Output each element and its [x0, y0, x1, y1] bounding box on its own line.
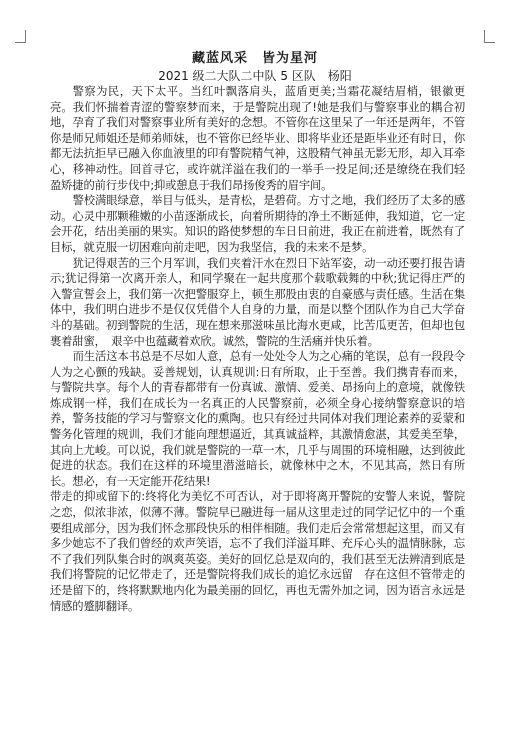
paragraph-1: 警察为民，天下太平。当红叶飘落肩头，蓝盾更美;当霜花凝结眉梢，银徽更亮。我们怀揣着青涩的警察梦而来，于是警院出现了!她是我们与警察事业的耦合初地，孕育了我们对警察事业所有美好的念想。不管你在这里呆了一年还是两年，不管你是师兄师姐还是师弟师妹，也不管你已经毕业、即将毕业还是距毕业还有时日，你都无法抗拒早已融入你血液里的印有警院精气神，这股精气神虽无影无形，却入耳牵心，移神动性。回首寻它，或许就洋溢在我们的一举手一投足间;还是缭绕在我们轻盈矫捷的前行步伐中;抑或憩息于我们昂扬俊秀的眉宇间。	[50, 85, 465, 192]
crop-mark-top-right	[484, 30, 495, 43]
article-body	[50, 84, 465, 614]
paragraph-4: 而生活这本书总是不尽如人意，总有一处处令人为之心痛的笔误，总有一段段令人为之心颤的残缺。妥善规划，认真规训:日有所取，止于至善。我们携青春而来，与警院共享。每个人的青春都带有一份真诚、激情、爱美、昂扬向上的意境，就像铁炼成钢一样，我们在成长为一名真正的人民警察前，必须全身心接纳警察意识的培养，警务技能的学习与警察文化的熏陶。也只有经过共同体对我们理论素养的妥蒙和警务化管理的规训，我们才能向理想逼近，其真诚益粹，其激情愈湛，其爱美至挚，其向上尤峻。可以说，我们就是警院的一草一木，几乎与周围的环境相融，达到彼此促进的状态。我们在这样的环境里潜滋暗长，就像林中之木，不见其高，然日有所长。想必，有一天定能开花结果!	[50, 350, 465, 488]
crop-mark-top-left	[15, 30, 26, 43]
article-title: 藏蓝风采 皆为星河	[191, 51, 318, 66]
paragraph-2: 警校满眼绿意，举目与低头，是青松，是碧荷。方寸之地，我们经历了太多的感动。心灵中那颗稚嫩的小苗逐渐成长，向着所期待的净土不断延伸，我知道，它一定会开花，结出美丽的果实。知识的路使梦想的车日日前进，我正在前进着，既然有了目标，就克服一切困难向前走吧，因为我坚信，我的未来不是梦。	[50, 194, 465, 254]
article-byline: 2021 级二大队二中队 5 区队 杨阳	[158, 69, 352, 83]
paragraph-3: 犹记得艰苦的三个月军训，我们夹着汗水在烈日下站军姿，动一动还要打报告请示;犹记得第一次离开亲人，和同学聚在一起共度那个载歌载舞的中秋;犹记得庄严的入警宣誓会上，我们第一次把警服穿上，顿生那股由衷的自豪感与责任感。生活在集体中，我们明白进步不是仅仅凭借个人自身的力量，而是以整个团队作为自己大学奋斗的基础。初到警院的生活，现在想来那滋味虽比海水更咸，比苦瓜更苦，但却也包裹着甜蜜， 艰辛中也蕴藏着欢欣。诚然，警院的生活痛并快乐着。	[50, 256, 465, 348]
paragraph-5: 带走的抑或留下的:终将化为美忆不可否认，对于即将离开警院的安警人来说，警院之恋，似浓非浓，似薄不薄。警院早已融进每一届从这里走过的同学记忆中的一个重要组成部分，因为我们怀念那段快乐的相伴相随。我们走后会常常想起这里，而又有多少她忘不了我们曾经的欢声笑语，忘不了我们洋溢耳畔、充斥心头的温情脉脉，忘不了我们列队集合时的飒爽英姿。美好的回忆总是双向的，我们甚至无法辨清到底是我们将警院的记忆带走了，还是警院将我们成长的追忆永远留 存在这但不管带走的还是留下的，终将默默地内化为最美丽的回忆，再也无需外加之词，因为语言永远是情感的蹙脚翻译。	[50, 490, 465, 613]
